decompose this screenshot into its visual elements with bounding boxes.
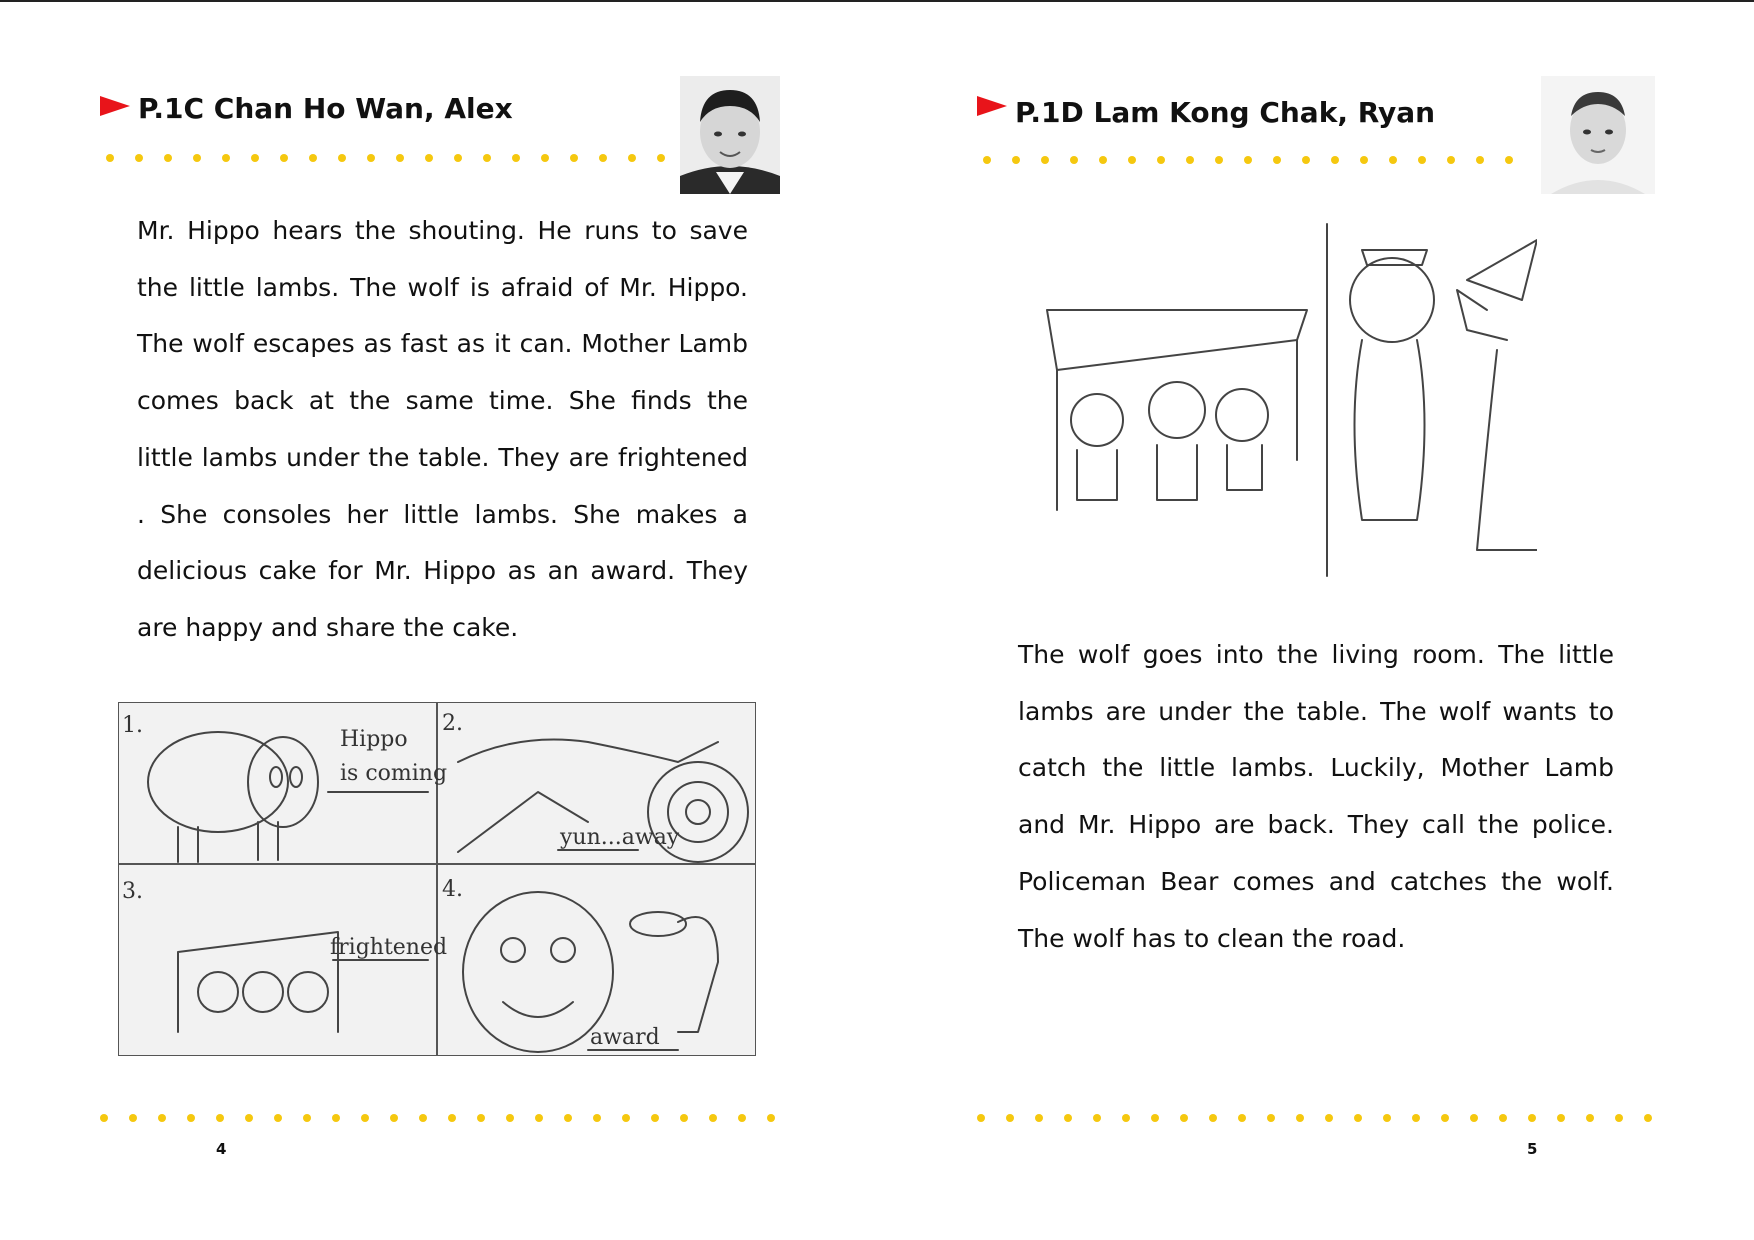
divider-dot: [535, 1114, 543, 1122]
divider-dot: [1012, 156, 1020, 164]
panel1-caption-a: Hippo: [340, 727, 408, 752]
divider-dot: [1122, 1114, 1130, 1122]
divider-dot: [361, 1114, 369, 1122]
divider-dot: [570, 154, 578, 162]
divider-dot: [1093, 1114, 1101, 1122]
divider-dot: [129, 1114, 137, 1122]
panel1-caption-b: is coming: [340, 761, 448, 786]
divider-dot: [216, 1114, 224, 1122]
divider-dot: [338, 154, 346, 162]
page-number-right: 5: [1527, 1140, 1538, 1158]
right-page: [877, 0, 1754, 1240]
divider-dot: [1157, 156, 1165, 164]
divider-dot: [1209, 1114, 1217, 1122]
divider-dot: [1331, 156, 1339, 164]
divider-dot: [506, 1114, 514, 1122]
divider-dot: [1412, 1114, 1420, 1122]
divider-dot: [454, 154, 462, 162]
divider-dot: [1006, 1114, 1014, 1122]
divider-dot: [1389, 156, 1397, 164]
divider-dot: [158, 1114, 166, 1122]
divider-dot: [1273, 156, 1281, 164]
panel4-number: 4.: [442, 877, 463, 902]
divider-dot: [222, 154, 230, 162]
divider-dot: [419, 1114, 427, 1122]
student-photo-alex: [680, 76, 780, 194]
divider-dot: [187, 1114, 195, 1122]
divider-dot: [767, 1114, 775, 1122]
divider-dot: [1499, 1114, 1507, 1122]
divider-dot: [483, 154, 491, 162]
divider-dot: [680, 1114, 688, 1122]
flag-icon: [977, 96, 1007, 116]
divider-dot: [1244, 156, 1252, 164]
left-story-text: Mr. Hippo hears the shouting. He runs to save the little lambs. The wolf is afraid of Mr. Hippo. The wolf escapes as fast as it can. Mother Lamb comes back at the same time. She finds the little lambs under the table. They are frightened . She consoles her little lambs. She makes a delicious cake for Mr. Hippo as an award. They are happy and share the cake.: [137, 216, 748, 642]
top-dotted-divider: [106, 152, 666, 164]
divider-dot: [709, 1114, 717, 1122]
panel3-caption: frightened: [330, 935, 448, 960]
divider-dot: [512, 154, 520, 162]
divider-dot: [309, 154, 317, 162]
panel2-number: 2.: [442, 711, 463, 736]
divider-dot: [390, 1114, 398, 1122]
divider-dot: [477, 1114, 485, 1122]
divider-dot: [1441, 1114, 1449, 1122]
divider-dot: [1354, 1114, 1362, 1122]
divider-dot: [983, 156, 991, 164]
divider-dot: [1325, 1114, 1333, 1122]
divider-dot: [593, 1114, 601, 1122]
divider-dot: [1099, 156, 1107, 164]
panel4-caption: award: [590, 1025, 660, 1050]
panel2-caption: yun...away: [560, 825, 680, 850]
divider-dot: [251, 154, 259, 162]
divider-dot: [1557, 1114, 1565, 1122]
divider-dot: [599, 154, 607, 162]
divider-dot: [1128, 156, 1136, 164]
divider-dot: [977, 1114, 985, 1122]
divider-dot: [1180, 1114, 1188, 1122]
panel1-number: 1.: [122, 713, 143, 738]
divider-dot: [1064, 1114, 1072, 1122]
divider-dot: [651, 1114, 659, 1122]
divider-dot: [1070, 156, 1078, 164]
bottom-dotted-divider: [977, 1112, 1657, 1124]
divider-dot: [1586, 1114, 1594, 1122]
divider-dot: [245, 1114, 253, 1122]
divider-dot: [738, 1114, 746, 1122]
divider-dot: [164, 154, 172, 162]
right-page-title: P.1D Lam Kong Chak, Ryan: [1015, 96, 1436, 129]
bottom-dotted-divider: [100, 1112, 780, 1124]
divider-dot: [1296, 1114, 1304, 1122]
top-dotted-divider: [983, 154, 1523, 166]
divider-dot: [1418, 156, 1426, 164]
comic-strip-drawing: [118, 702, 756, 1056]
divider-dot: [332, 1114, 340, 1122]
divider-dot: [1267, 1114, 1275, 1122]
divider-dot: [280, 154, 288, 162]
right-story-text: The wolf goes into the living room. The little lambs are under the table. The wolf wants to catch the little lambs. Luckily, Mother Lamb and Mr. Hippo are back. They call the police. Policeman Bear comes and catches the wolf. The wolf has to clean the road.: [1018, 640, 1614, 953]
divider-dot: [1238, 1114, 1246, 1122]
divider-dot: [541, 154, 549, 162]
divider-dot: [1151, 1114, 1159, 1122]
divider-dot: [1360, 156, 1368, 164]
divider-dot: [193, 154, 201, 162]
divider-dot: [657, 154, 665, 162]
student-photo-ryan: [1541, 76, 1655, 194]
divider-dot: [1528, 1114, 1536, 1122]
divider-dot: [1215, 156, 1223, 164]
divider-dot: [448, 1114, 456, 1122]
divider-dot: [425, 154, 433, 162]
panel3-number: 3.: [122, 879, 143, 904]
divider-dot: [1505, 156, 1513, 164]
page-number-left: 4: [216, 1140, 227, 1158]
divider-dot: [1035, 1114, 1043, 1122]
divider-dot: [1383, 1114, 1391, 1122]
divider-dot: [1470, 1114, 1478, 1122]
divider-dot: [1041, 156, 1049, 164]
divider-dot: [1644, 1114, 1652, 1122]
divider-dot: [564, 1114, 572, 1122]
divider-dot: [274, 1114, 282, 1122]
divider-dot: [367, 154, 375, 162]
left-page-title: P.1C Chan Ho Wan, Alex: [138, 92, 513, 125]
divider-dot: [622, 1114, 630, 1122]
divider-dot: [1476, 156, 1484, 164]
divider-dot: [1447, 156, 1455, 164]
divider-dot: [396, 154, 404, 162]
divider-dot: [303, 1114, 311, 1122]
divider-dot: [1302, 156, 1310, 164]
divider-dot: [1615, 1114, 1623, 1122]
police-bear-drawing: [1017, 220, 1537, 580]
divider-dot: [628, 154, 636, 162]
divider-dot: [106, 154, 114, 162]
divider-dot: [1186, 156, 1194, 164]
divider-dot: [135, 154, 143, 162]
divider-dot: [100, 1114, 108, 1122]
flag-icon: [100, 96, 130, 116]
